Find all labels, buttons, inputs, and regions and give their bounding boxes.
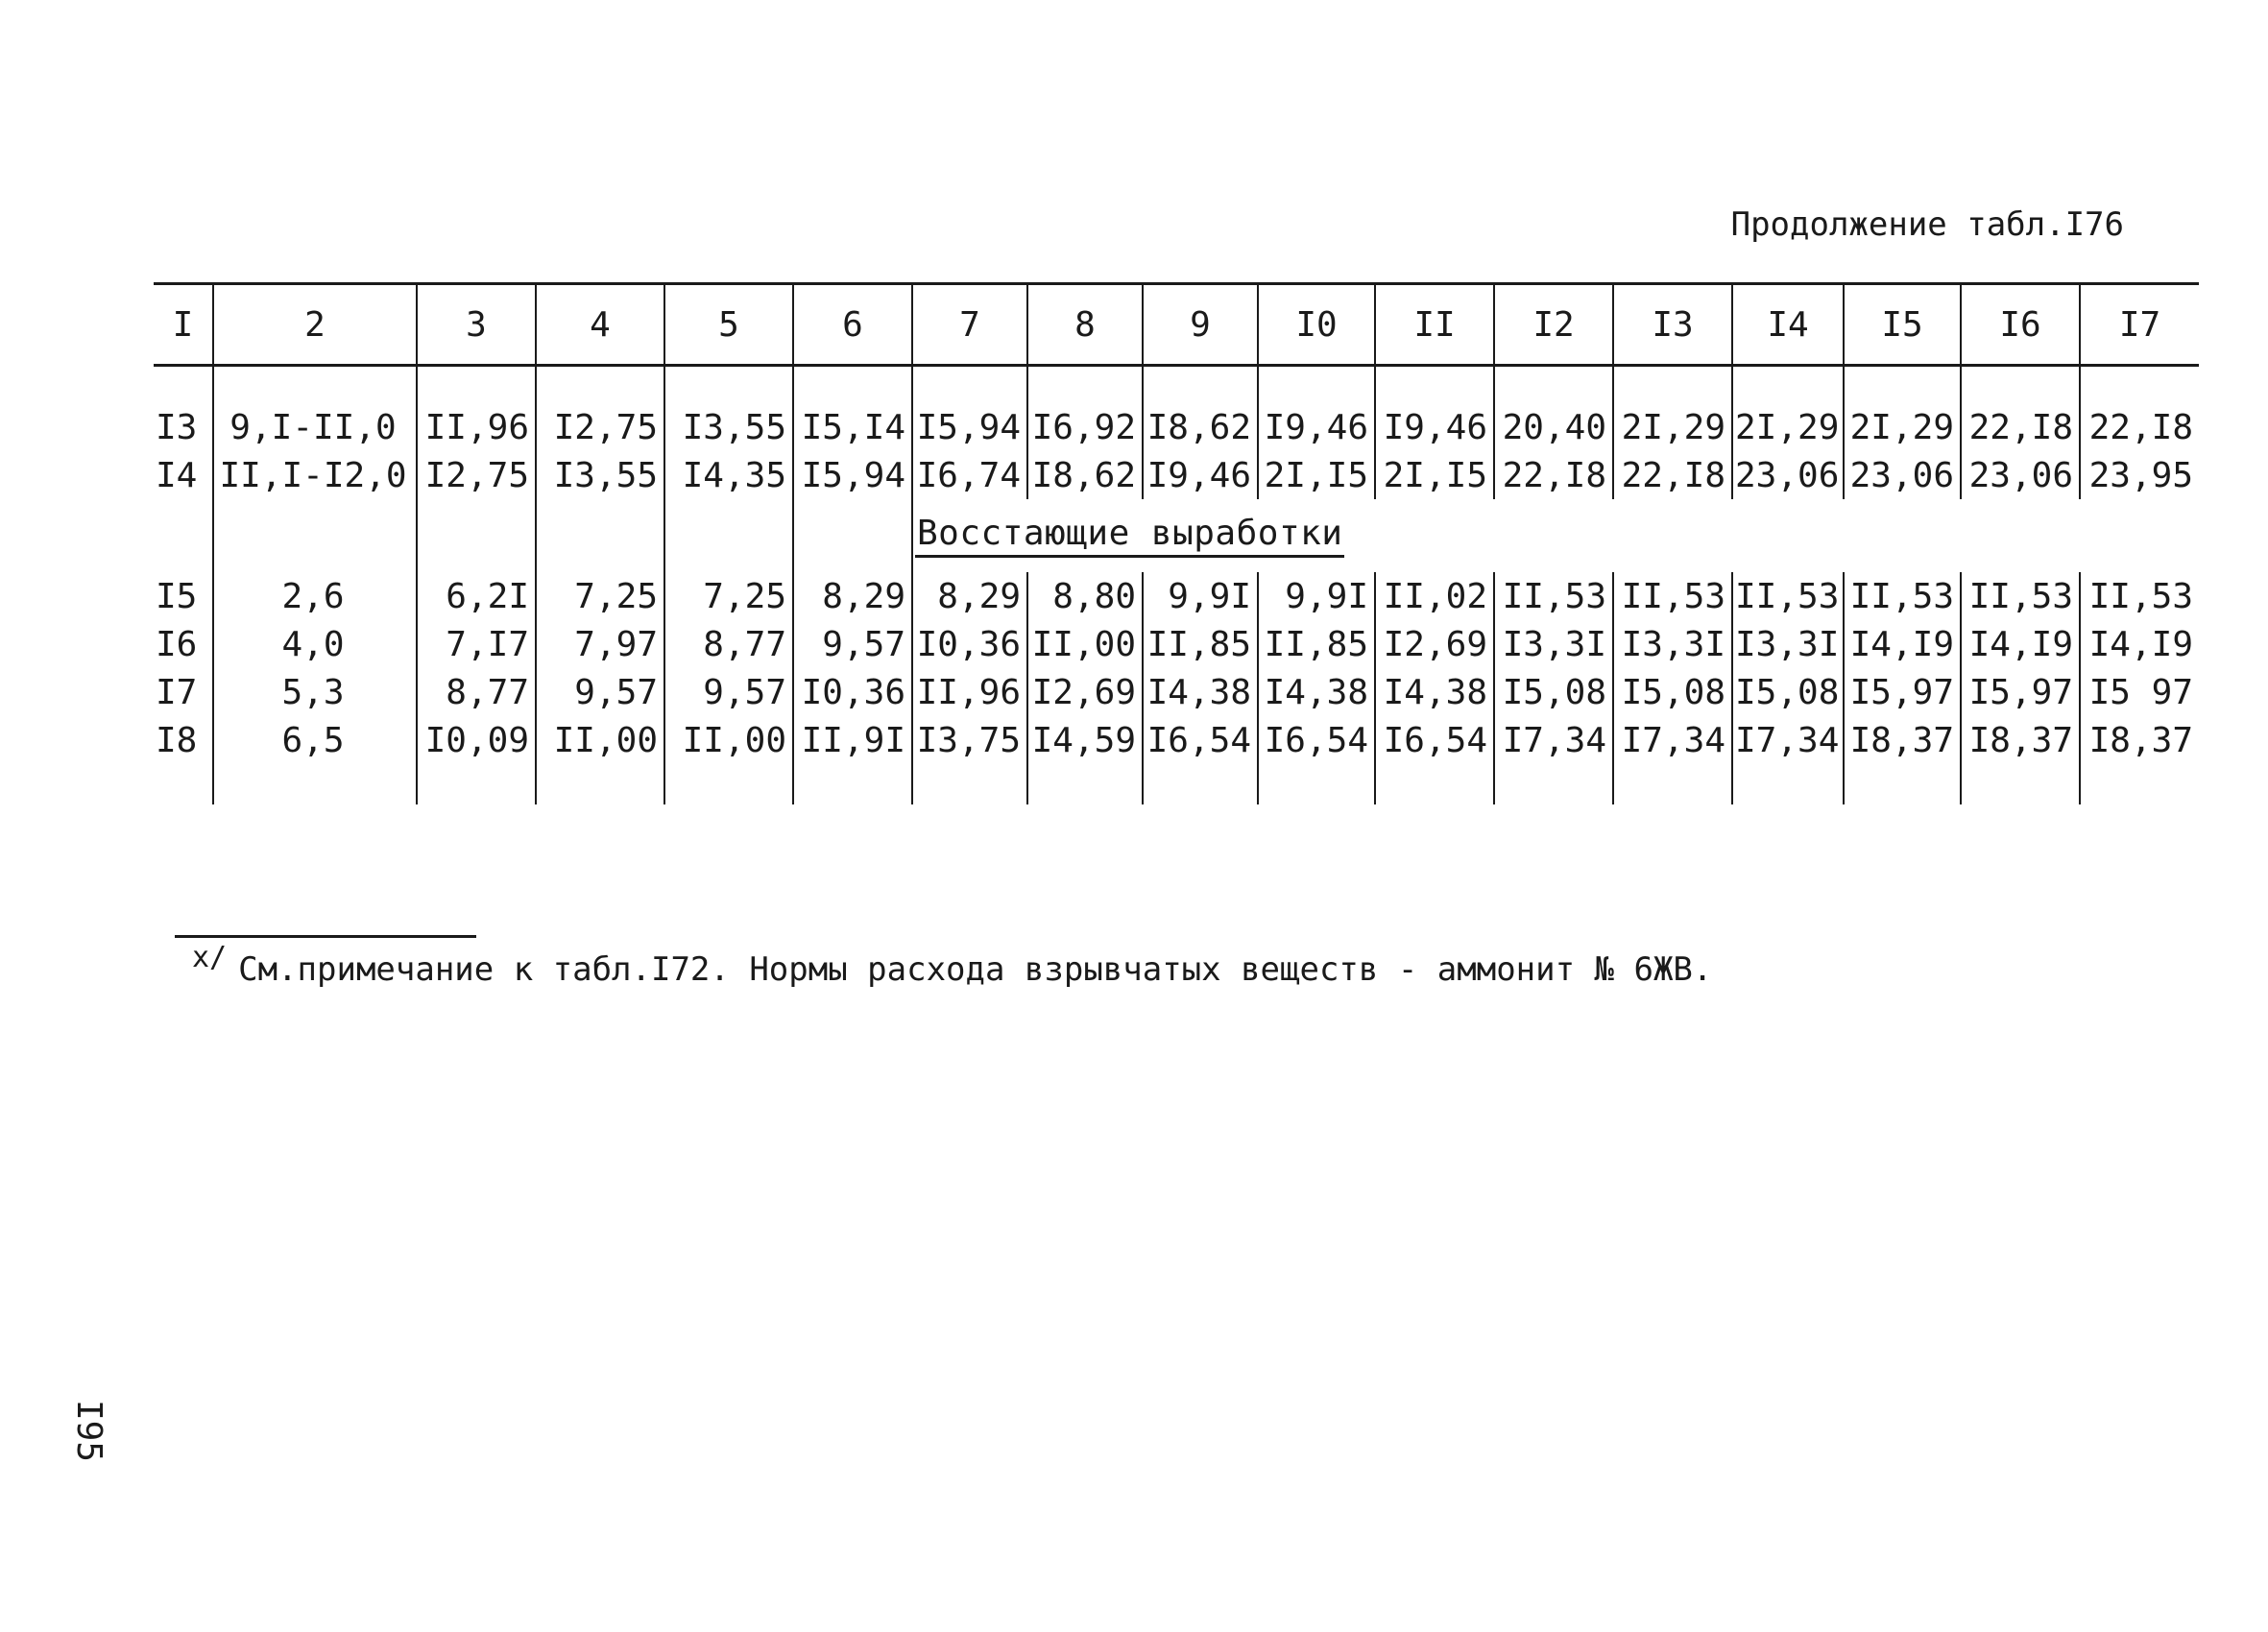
- table-cell: I5,94: [912, 403, 1027, 451]
- table-row: [154, 403, 2199, 451]
- table-cell: I7,34: [1494, 716, 1613, 764]
- table-cell: I5,97: [1961, 668, 2080, 716]
- blank-cell: [213, 499, 417, 572]
- blank-cell: [2080, 764, 2199, 804]
- column-header: 8: [1027, 284, 1143, 366]
- footnote-divider: [175, 935, 476, 938]
- footnote-text: См.примечание к табл.I72. Нормы расхода взрывчатых веществ - аммонит № 6ЖВ.: [238, 950, 1713, 989]
- blank-cell: [536, 764, 664, 804]
- spacer-row: [154, 366, 2199, 404]
- table-row: [154, 572, 2199, 620]
- row-number-cell: I8: [156, 720, 198, 760]
- blank-cell: [154, 764, 213, 804]
- column-header: 7: [912, 284, 1027, 366]
- blank-cell: [1732, 764, 1844, 804]
- row-number-cell: I3: [156, 407, 198, 447]
- table-cell: I6,54: [1258, 716, 1375, 764]
- table-cell: 23,06: [1844, 451, 1961, 499]
- table-cell: I4,38: [1375, 668, 1494, 716]
- table-cell: I5,08: [1613, 668, 1732, 716]
- table-cell: I0,09: [417, 716, 536, 764]
- table-cell: I3,3I: [1732, 620, 1844, 668]
- table-cell: I4,I9: [2080, 620, 2199, 668]
- blank-cell: [213, 764, 417, 804]
- table-cell: I7,34: [1732, 716, 1844, 764]
- table-cell: 22,I8: [2080, 403, 2199, 451]
- column-header: 4: [536, 284, 664, 366]
- column-header: I6: [1961, 284, 2080, 366]
- table-cell: 9,9I: [1258, 572, 1375, 620]
- blank-cell: [1027, 764, 1143, 804]
- blank-cell: [536, 499, 664, 572]
- table-cell: I6,92: [1027, 403, 1143, 451]
- table-cell: 2I,I5: [1375, 451, 1494, 499]
- table-cell: 23,95: [2080, 451, 2199, 499]
- table-cell: I4,I9: [1844, 620, 1961, 668]
- table-cell: 22,I8: [1961, 403, 2080, 451]
- table-cell: I3,55: [536, 451, 664, 499]
- column-header: I: [154, 284, 213, 366]
- table-cell: 8,80: [1027, 572, 1143, 620]
- table-cell: II,02: [1375, 572, 1494, 620]
- column-header: I7: [2080, 284, 2199, 366]
- blank-cell: [154, 499, 213, 572]
- column-header: II: [1375, 284, 1494, 366]
- column-header: 9: [1143, 284, 1258, 366]
- table-cell: 2I,29: [1613, 403, 1732, 451]
- blank-cell: [1961, 764, 2080, 804]
- table-cell: I4,35: [664, 451, 793, 499]
- table-cell: I5,08: [1732, 668, 1844, 716]
- table-cell: II,53: [1494, 572, 1613, 620]
- table-cell: 8,77: [664, 620, 793, 668]
- table-cell: I8,37: [2080, 716, 2199, 764]
- table-cell: 8,77: [417, 668, 536, 716]
- table-row: [154, 716, 2199, 764]
- column-header: I5: [1844, 284, 1961, 366]
- table-cell: 6,2I: [417, 572, 536, 620]
- table-cell: I3,3I: [1613, 620, 1732, 668]
- section-title: Восстающие выработки: [915, 514, 1344, 558]
- column-header: I4: [1732, 284, 1844, 366]
- table-cell: II,00: [664, 716, 793, 764]
- table-cell: I4,38: [1143, 668, 1258, 716]
- row-number-cell: I5: [156, 576, 198, 616]
- table-cell: I0,36: [793, 668, 912, 716]
- column-header: 3: [417, 284, 536, 366]
- blank-cell: [1844, 764, 1961, 804]
- table-cell: 9,57: [536, 668, 664, 716]
- table-cell: I4,59: [1027, 716, 1143, 764]
- table-cell: I9,46: [1143, 451, 1258, 499]
- table-cell: I6,54: [1143, 716, 1258, 764]
- table-cell: I5,94: [793, 451, 912, 499]
- blank-cell: [417, 764, 536, 804]
- table-cell: II,53: [1961, 572, 2080, 620]
- table-cell: 9,57: [793, 620, 912, 668]
- table-cell: I5,08: [1494, 668, 1613, 716]
- table-row: [154, 668, 2199, 716]
- section-title-cell: [912, 499, 2199, 572]
- table-cell: 22,I8: [1494, 451, 1613, 499]
- table-cell: II,00: [1027, 620, 1143, 668]
- table-cell: 5,3: [213, 668, 417, 716]
- row-number-cell: I7: [156, 672, 198, 712]
- table-cell: 4,0: [213, 620, 417, 668]
- table-cell: 2I,I5: [1258, 451, 1375, 499]
- column-header: I2: [1494, 284, 1613, 366]
- table-cell: I8,62: [1143, 403, 1258, 451]
- header-row: [154, 284, 2199, 366]
- table-cell: I8,37: [1844, 716, 1961, 764]
- blank-cell: [1613, 764, 1732, 804]
- footnote-mark: x/: [192, 941, 228, 974]
- table-cell: 23,06: [1961, 451, 2080, 499]
- page-number: I95: [69, 1399, 109, 1463]
- blank-cell: [664, 764, 793, 804]
- table-cell: II,I-I2,0: [213, 451, 417, 499]
- table-cell: I6,74: [912, 451, 1027, 499]
- table-cell: II,53: [1613, 572, 1732, 620]
- blank-cell: [1143, 764, 1258, 804]
- row-number-cell: I4: [156, 455, 198, 495]
- blank-cell: [912, 764, 1027, 804]
- table-cell: 7,25: [536, 572, 664, 620]
- table-cell: I0,36: [912, 620, 1027, 668]
- table-cell: I9,46: [1258, 403, 1375, 451]
- table-cell: 9,57: [664, 668, 793, 716]
- table-cell: II,85: [1258, 620, 1375, 668]
- table-row: [154, 620, 2199, 668]
- table-caption: Продолжение табл.I76: [1730, 205, 2124, 244]
- footnote: [192, 941, 1713, 989]
- table-cell: 6,5: [213, 716, 417, 764]
- table-cell: 2I,29: [1844, 403, 1961, 451]
- table-cell: 7,I7: [417, 620, 536, 668]
- table-cell: 8,29: [793, 572, 912, 620]
- table-row: [154, 451, 2199, 499]
- table-cell: I8,37: [1961, 716, 2080, 764]
- blank-cell: [1375, 764, 1494, 804]
- table-cell: I3,3I: [1494, 620, 1613, 668]
- tail-row: [154, 764, 2199, 804]
- blank-cell: [664, 499, 793, 572]
- norms-table: [154, 282, 2199, 804]
- table-cell: II,53: [2080, 572, 2199, 620]
- table-cell: 7,97: [536, 620, 664, 668]
- table-cell: I5,I4: [793, 403, 912, 451]
- blank-cell: [1258, 764, 1375, 804]
- column-header: 6: [793, 284, 912, 366]
- table-cell: II,85: [1143, 620, 1258, 668]
- row-number-cell: I6: [156, 624, 198, 664]
- section-row: [154, 499, 2199, 572]
- table-cell: 8,29: [912, 572, 1027, 620]
- table-cell: I9,46: [1375, 403, 1494, 451]
- table-cell: I5 97: [2080, 668, 2199, 716]
- blank-cell: [417, 499, 536, 572]
- table-cell: I6,54: [1375, 716, 1494, 764]
- column-header: 2: [213, 284, 417, 366]
- table-cell: II,53: [1844, 572, 1961, 620]
- table-cell: I5,97: [1844, 668, 1961, 716]
- table-cell: I7,34: [1613, 716, 1732, 764]
- blank-cell: [1494, 764, 1613, 804]
- blank-cell: [793, 764, 912, 804]
- table-cell: 7,25: [664, 572, 793, 620]
- column-header: 5: [664, 284, 793, 366]
- table-cell: II,9I: [793, 716, 912, 764]
- table-cell: 2I,29: [1732, 403, 1844, 451]
- table-cell: II,53: [1732, 572, 1844, 620]
- table-cell: I2,69: [1027, 668, 1143, 716]
- table-cell: I2,75: [417, 451, 536, 499]
- column-header: I3: [1613, 284, 1732, 366]
- table-cell: I2,75: [536, 403, 664, 451]
- table-cell: I4,I9: [1961, 620, 2080, 668]
- table-cell: II,00: [536, 716, 664, 764]
- column-header: I0: [1258, 284, 1375, 366]
- table-cell: I3,75: [912, 716, 1027, 764]
- table-cell: II,96: [417, 403, 536, 451]
- table-cell: I8,62: [1027, 451, 1143, 499]
- table-cell: 9,I-II,0: [213, 403, 417, 451]
- table-cell: II,96: [912, 668, 1027, 716]
- table-cell: I3,55: [664, 403, 793, 451]
- blank-cell: [793, 499, 912, 572]
- table-cell: 20,40: [1494, 403, 1613, 451]
- table-cell: I4,38: [1258, 668, 1375, 716]
- table-cell: 2,6: [213, 572, 417, 620]
- table-cell: 9,9I: [1143, 572, 1258, 620]
- table-cell: 22,I8: [1613, 451, 1732, 499]
- table-cell: I2,69: [1375, 620, 1494, 668]
- table-cell: 23,06: [1732, 451, 1844, 499]
